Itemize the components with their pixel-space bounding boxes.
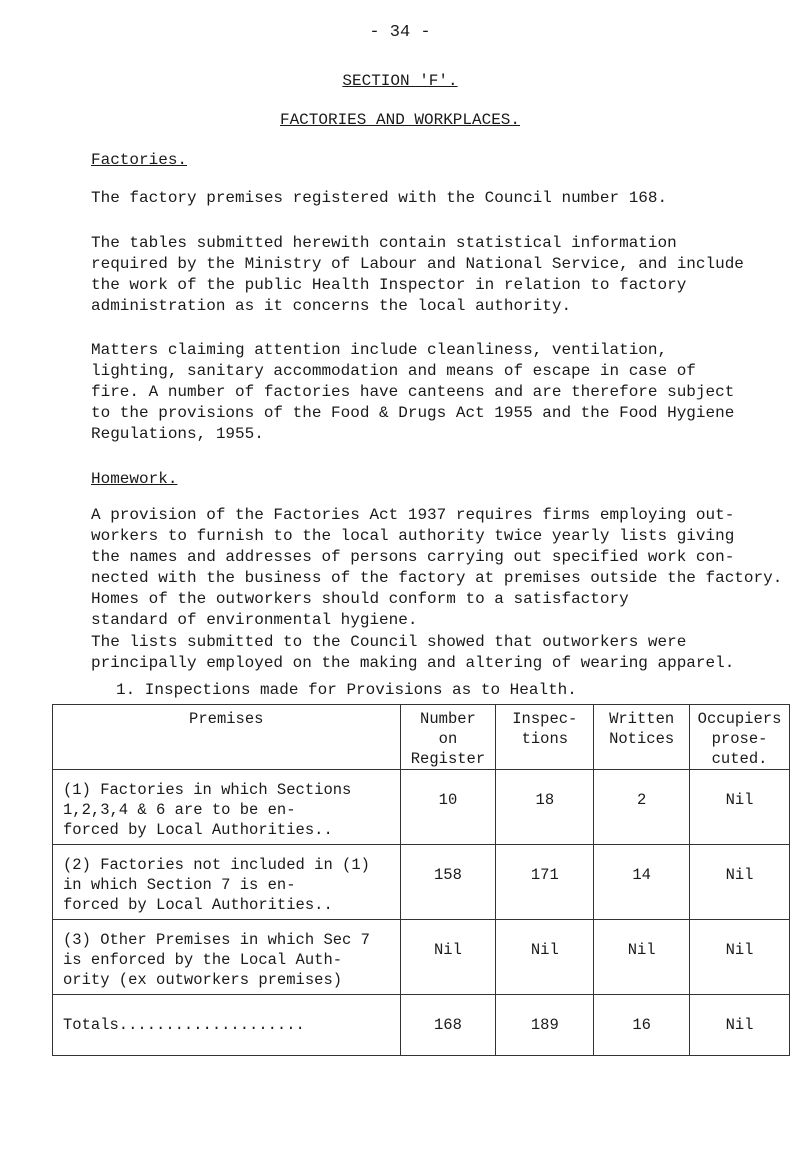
totals-prosecuted: Nil [690, 995, 790, 1056]
row-register-value: 158 [434, 866, 462, 884]
subtitle-text: FACTORIES AND WORKPLACES. [279, 111, 521, 129]
header-premises [53, 705, 401, 770]
subtitle [0, 110, 800, 131]
totals-register: 168 [400, 995, 496, 1056]
homework-paragraph-3: The lists submitted to the Council showed that outworkers were principally employed on the making and altering of wearing apparel. [91, 633, 735, 672]
header-prosecuted: Occupiers prose- cuted. [690, 705, 790, 770]
table-row [53, 770, 790, 845]
table-caption: 1. Inspections made for Provisions as to Health. [116, 681, 577, 699]
factories-paragraph-2: The tables submitted herewith contain statistical information required by the Ministry of Labour and National Service, and include the work of the public Health Inspector in relation to factory administration as it concerns the local authority. [91, 234, 744, 315]
table-row [53, 920, 790, 995]
totals-label: Totals.................... [53, 995, 401, 1056]
header-register: Number on Register [400, 705, 496, 770]
header-notices: Written Notices [594, 705, 690, 770]
row-prosecuted-value: Nil [725, 791, 754, 809]
inspections-table [52, 704, 790, 1056]
row-register-value: 10 [438, 791, 458, 809]
row-notices [594, 845, 690, 920]
row-inspections-value: Nil [530, 941, 559, 959]
row-notices [594, 920, 690, 995]
row-register [400, 920, 496, 995]
row-register-value: Nil [434, 941, 462, 959]
row-prosecuted-value: Nil [725, 866, 754, 884]
section-title-text: SECTION 'F'. [342, 72, 458, 90]
row-inspections-value: 171 [530, 866, 559, 884]
header-inspections: Inspec- tions [496, 705, 594, 770]
row-register [400, 845, 496, 920]
totals-inspections: 189 [496, 995, 594, 1056]
row-inspections-value: 18 [535, 791, 555, 809]
homework-paragraph-2: Homes of the outworkers should conform to a satisfactory standard of environmental hygiene. [91, 590, 629, 629]
totals-row [53, 995, 790, 1056]
row-inspections [496, 770, 594, 845]
header-premises-text: Premises [189, 710, 264, 728]
row-prosecuted [690, 845, 790, 920]
row-premises: (2) Factories not included in (1) in which Section 7 is en- forced by Local Authorities.. [53, 845, 401, 920]
section-title [0, 71, 800, 92]
page-number: - 34 - [369, 23, 431, 42]
factories-paragraph-1: The factory premises registered with the Council number 168. [91, 189, 668, 207]
row-premises: (1) Factories in which Sections 1,2,3,4 & 6 are to be en- forced by Local Authorities.. [53, 770, 401, 845]
row-inspections [496, 920, 594, 995]
factories-paragraph-3: Matters claiming attention include cleanliness, ventilation, lighting, sanitary accommodation and means of escape in case of fire. A number of factories have canteens and are therefore subject to the provisions of the Food & Drugs Act 1955 and the Food Hygiene Regulations, 1955. [91, 341, 735, 443]
homework-paragraph-1: A provision of the Factories Act 1937 requires firms employing out- workers to furnish to the local authority twice yearly lists giving the names and addresses of persons carrying out specified work con- nected with the business of the factory at premises outside the factory. [91, 506, 783, 587]
row-premises: (3) Other Premises in which Sec 7 is enforced by the Local Auth- ority (ex outworkers premises) [53, 920, 401, 995]
table-row [53, 845, 790, 920]
row-prosecuted [690, 920, 790, 995]
homework-heading: Homework. [91, 470, 178, 488]
row-prosecuted-value: Nil [725, 941, 754, 959]
row-notices-value: 14 [632, 866, 651, 884]
totals-notices: 16 [594, 995, 690, 1056]
row-notices-value: Nil [627, 941, 656, 959]
factories-heading: Factories. [91, 151, 188, 169]
row-register [400, 770, 496, 845]
row-notices-value: 2 [636, 791, 647, 809]
row-notices [594, 770, 690, 845]
row-inspections [496, 845, 594, 920]
row-prosecuted [690, 770, 790, 845]
